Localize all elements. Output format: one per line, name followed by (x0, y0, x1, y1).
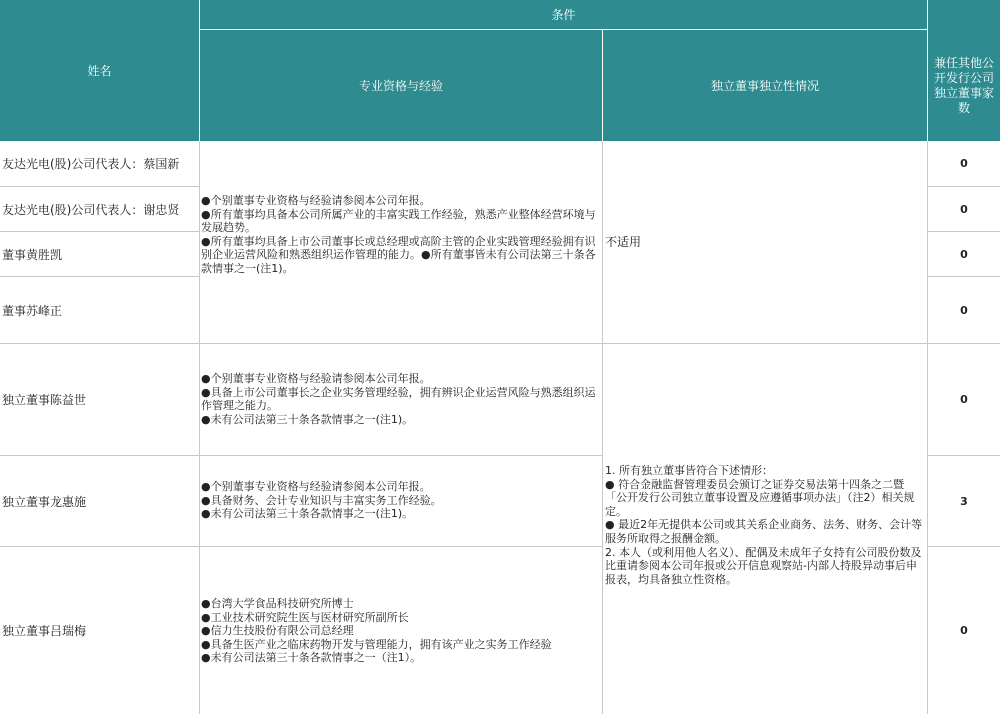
qualification-line: ●个别董事专业资格与经验请参阅本公司年报。 (201, 194, 431, 207)
qualification-line: ●工业技术研究院生医与医材研究所副所长 (201, 610, 409, 624)
count-cell: 0 (960, 624, 968, 637)
qualification-line: ●个别董事专业资格与经验请参阅本公司年报。 (201, 372, 431, 385)
name-cell: 独立董事吕瑞梅 (2, 624, 87, 638)
table-row (0, 277, 199, 343)
table-row (0, 456, 199, 546)
count-cell: 0 (960, 303, 968, 317)
qualification-long (201, 480, 600, 525)
independence-line: ● 最近2年无提供本公司或其关系企业商务、法务、财务、会计等服务所取得之报酬金额。 (605, 518, 923, 545)
count-cell: 0 (960, 393, 968, 406)
name-cell: 董事黄胜凯 (2, 247, 63, 262)
qualification-line: ●未有公司法第三十条各款情事之一（注1）。 (201, 651, 422, 665)
qualification-line: ●所有董事均具备本公司所属产业的丰富实践工作经验，熟悉产业整体经营环境与发展趋势。 (201, 207, 596, 235)
header-conditions: 条件 (200, 0, 927, 29)
table-row (0, 141, 199, 186)
qualification-line: ●信力生技股份有限公司总经理 (201, 624, 354, 638)
qualification-lv (201, 597, 600, 669)
header-name: 姓名 (0, 0, 199, 141)
name-cell: 独立董事陈益世 (2, 393, 87, 407)
independence-directors: 不适用 (605, 236, 642, 249)
count-cell: 0 (960, 157, 968, 170)
name-cell: 董事苏峰正 (2, 303, 63, 318)
name-cell: 独立董事龙惠施 (2, 494, 87, 509)
name-cell: 友达光电(股)公司代表人：谢忠贤 (2, 202, 180, 217)
table-row (0, 187, 199, 231)
qualification-line: ●具备财务、会计专业知识与丰富实务工作经验。 (201, 493, 442, 507)
independence-line: 2. 本人（或利用他人名义）、配偶及未成年子女持有公司股份数及比重请参阅本公司年报或公开信息观察站-内部人持股异动事后申报表，均具备独立性资格。 (605, 545, 922, 586)
qualification-chen (201, 372, 600, 432)
independence-independents (605, 464, 925, 600)
qualification-line: ●个别董事专业资格与经验请参阅本公司年报。 (201, 480, 431, 493)
header-qualification: 专业资格与经验 (200, 30, 602, 141)
qualification-line: ●所有董事均具备上市公司董事长或总经理或高阶主管的企业实践管理经验拥有识别企业运营风险和熟悉组织运作管理的能力。●所有董事皆未有公司法第三十条各款情事之一(注1)。 (201, 234, 596, 275)
count-cell: 0 (960, 247, 968, 261)
qualification-line: ●未有公司法第三十条各款情事之一(注1)。 (201, 507, 414, 521)
count-cell: 3 (960, 494, 968, 508)
count-cell: 0 (960, 202, 968, 216)
table-row (0, 547, 199, 714)
independence-line: ● 符合金融监督管理委员会颁订之证券交易法第十四条之二暨「公开发行公司独立董事设置及应遵循事项办法」（注2）相关规定。 (605, 477, 915, 518)
header-independence: 独立董事独立性情况 (603, 30, 927, 141)
qualification-line: ●台湾大学食品科技研究所博士 (201, 597, 354, 610)
table-row (0, 344, 199, 455)
qualification-line: ●具备生医产业之临床药物开发与管理能力，拥有该产业之实务工作经验 (201, 637, 552, 651)
independence-line: 1. 所有独立董事皆符合下述情形： (605, 464, 773, 477)
name-cell: 友达光电(股)公司代表人：蔡国新 (2, 157, 180, 171)
qualification-line: ●未有公司法第三十条各款情事之一(注1)。 (201, 412, 414, 426)
header-other-boards-label: 兼任其他公开发行公司独立董事家数 (930, 56, 998, 126)
table-row (0, 232, 199, 276)
qualification-directors (201, 194, 600, 294)
qualification-line: ●具备上市公司董事长之企业实务管理经验，拥有辨识企业运营风险与熟悉组织运作管理之能力。 (201, 385, 596, 413)
